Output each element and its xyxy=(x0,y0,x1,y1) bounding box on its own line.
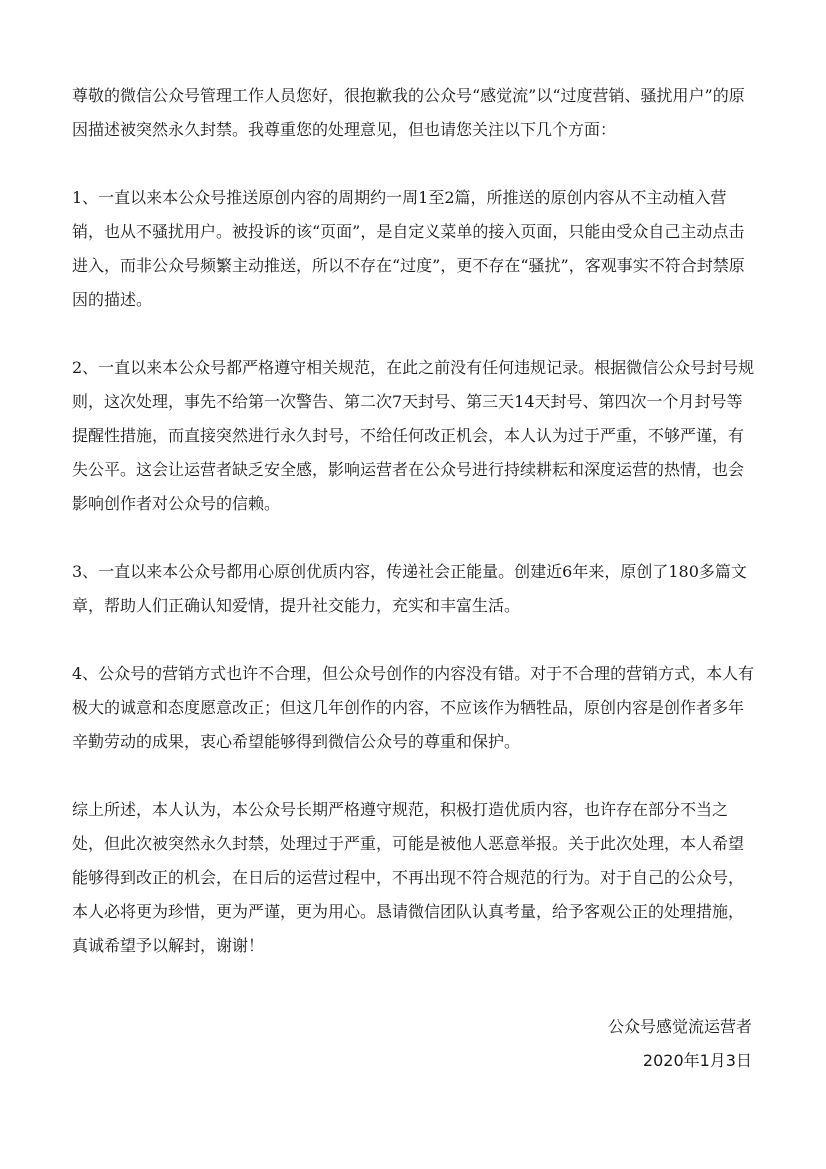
point-2-paragraph: 2、一直以来本公众号都严格遵守相关规范，在此之前没有任何违规记录。根据微信公众号封号规则，这次处理，事先不给第一次警告、第二次7天封号、第三天14天封号、第四次一个月封号等提醒性措施，而直接突然进行永久封号，不给任何改正机会，本人认为过于严重，不够严谨，有失公平。这会让运营者缺乏安全感，影响运营者在公众号进行持续耕耘和深度运营的热情，也会影响创作者对公众号的信赖。 xyxy=(72,358,755,513)
greeting-paragraph: 尊敬的微信公众号管理工作人员您好，很抱歉我的公众号“感觉流”以“过度营销、骚扰用户”的原因描述被突然永久封禁。我尊重您的处理意见，但也请您关注以下几个方面： xyxy=(72,86,745,139)
signature: 公众号感觉流运营者 xyxy=(607,1017,752,1036)
letter-body xyxy=(72,79,758,997)
point-4-paragraph: 4、公众号的营销方式也许不合理，但公众号创作的内容没有错。对于不合理的营销方式，本人有极大的诚意和态度愿意改正；但这几年创作的内容，不应该作为牺牲品，原创内容是创作者多年辛勤劳动的成果，衷心希望能够得到微信公众号的尊重和保护。 xyxy=(72,664,755,751)
point-3-paragraph: 3、一直以来本公众号都用心原创优质内容，传递社会正能量。创建近6年来，原创了180多篇文章，帮助人们正确认知爱情，提升社交能力，充实和丰富生活。 xyxy=(72,562,747,615)
point-1-paragraph: 1、一直以来本公众号推送原创内容的周期约一周1至2篇，所推送的原创内容从不主动植入营销，也从不骚扰用户。被投诉的该“页面”，是自定义菜单的接入页面，只能由受众自己主动点击进入，而非公众号频繁主动推送，所以不存在“过度”，更不存在“骚扰”，客观事实不符合封禁原因的描述。 xyxy=(72,188,745,309)
conclusion-paragraph: 综上所述，本人认为，本公众号长期严格遵守规范，积极打造优质内容，也许存在部分不当之处，但此次被突然永久封禁，处理过于严重，可能是被他人恶意举报。关于此次处理，本人希望能够得到改正的机会，在日后的运营过程中，不再出现不符合规范的行为。对于自己的公众号，本人必将更为珍惜，更为严谨，更为用心。恳请微信团队认真考量，给予客观公正的处理措施，真诚希望予以解封，谢谢！ xyxy=(72,800,745,955)
letter-date: 2020年1月3日 xyxy=(642,1051,752,1070)
